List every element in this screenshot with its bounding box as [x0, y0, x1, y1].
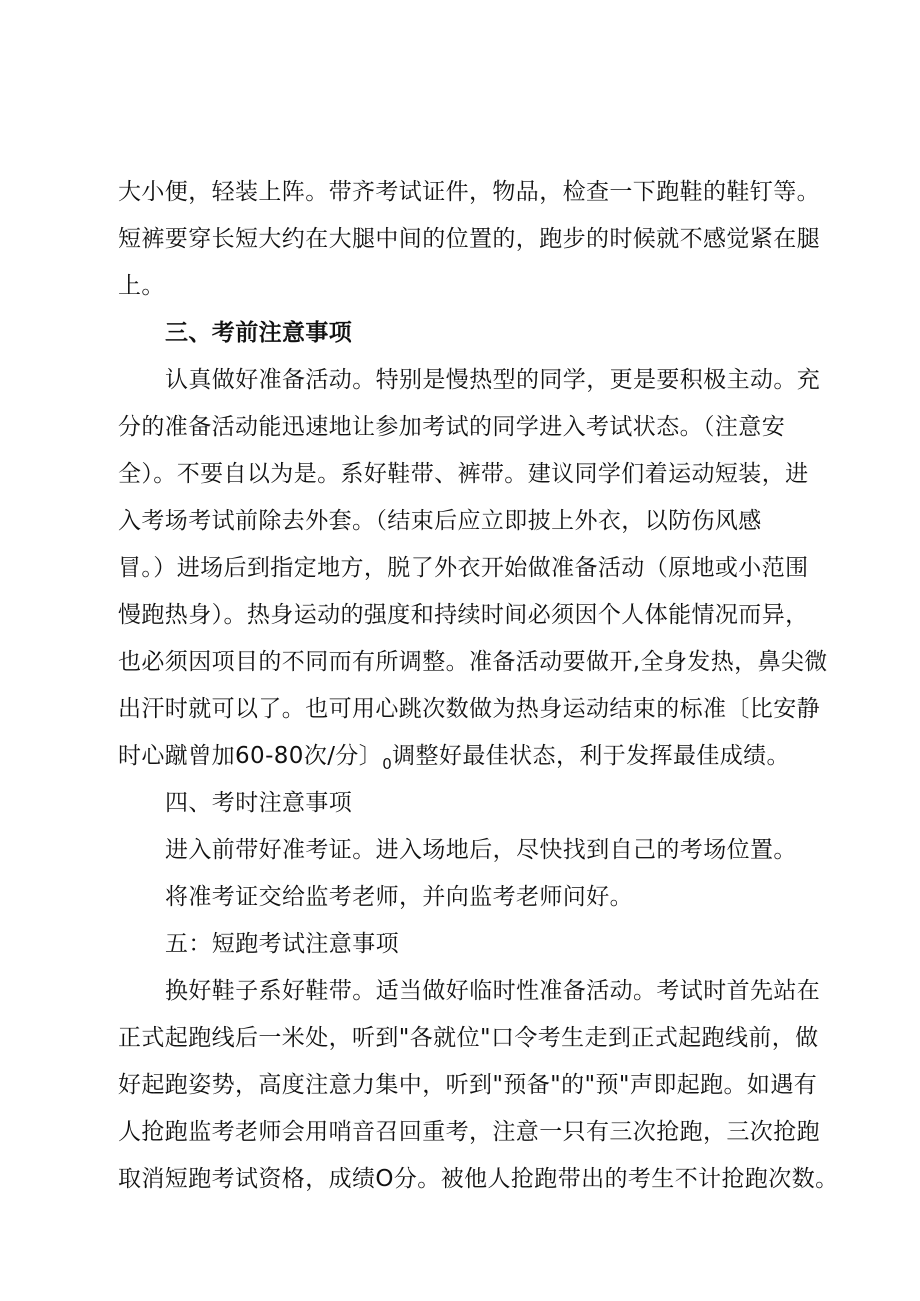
line-part: 调整好最佳状态，利于发挥最佳成绩。 [392, 743, 790, 769]
section-heading-5: 五：短跑考试注意事项 [165, 931, 399, 957]
section-heading-4: 四、考时注意事项 [165, 790, 353, 816]
paragraph-line: 慢跑热身）。热身运动的强度和持续时间必须因个人体能情况而异， [118, 602, 809, 628]
paragraph-line: 取消短跑考试资格，成绩O分。被他人抢跑带出的考生不计抢跑次数。 [118, 1166, 839, 1192]
paragraph-line: 分的准备活动能迅速地让参加考试的同学进入考试状态。（注意安 [118, 414, 786, 440]
subscript-mark: 0 [382, 755, 393, 773]
paragraph-line: 入考场考试前除去外套。（结束后应立即披上外衣，以防伤风感 [118, 508, 762, 534]
paragraph-line: 也必须因项目的不同而有所调整。准备活动要做开,全身发热，鼻尖微 [118, 649, 828, 675]
line-part: 时心蹴曾加60-80次/分〕 [118, 743, 383, 769]
paragraph-line: 认真做好准备活动。特别是慢热型的同学，更是要积极主动。充 [165, 367, 821, 393]
section-heading-3: 三、考前注意事项 [165, 320, 353, 346]
paragraph-line: 换好鞋子系好鞋带。适当做好临时性准备活动。考试时首先站在 [165, 978, 821, 1004]
paragraph-line [118, 740, 838, 774]
paragraph-line: 短裤要穿长短大约在大腿中间的位置的，跑步的时候就不感觉紧在腿 [118, 226, 820, 252]
paragraph-line: 正式起跑线后一米处，听到"各就位"口令考生走到正式起跑线前，做 [118, 1025, 819, 1051]
paragraph-line: 出汗时就可以了。也可用心跳次数做为热身运动结束的标准〔比安静 [118, 696, 820, 722]
paragraph-line: 好起跑姿势，高度注意力集中，听到"预备"的"预"声即起跑。如遇有 [118, 1072, 818, 1098]
paragraph-line: 大小便，轻装上阵。带齐考试证件，物品，检查一下跑鞋的鞋钉等。 [118, 179, 820, 205]
paragraph-line: 冒。）进场后到指定地方，脱了外衣开始做准备活动（原地或小范围 [118, 555, 809, 581]
paragraph-line: 人抢跑监考老师会用哨音召回重考，注意一只有三次抢跑，三次抢跑 [118, 1119, 820, 1145]
paragraph-line: 将准考证交给监考老师，并向监考老师问好。 [165, 884, 633, 910]
paragraph-line: 全）。不要自以为是。系好鞋带、裤带。建议同学们着运动短装，进 [118, 461, 809, 487]
paragraph-line: 进入前带好准考证。进入场地后，尽快找到自己的考场位置。 [165, 837, 797, 863]
paragraph-line: 上。 [118, 273, 165, 299]
